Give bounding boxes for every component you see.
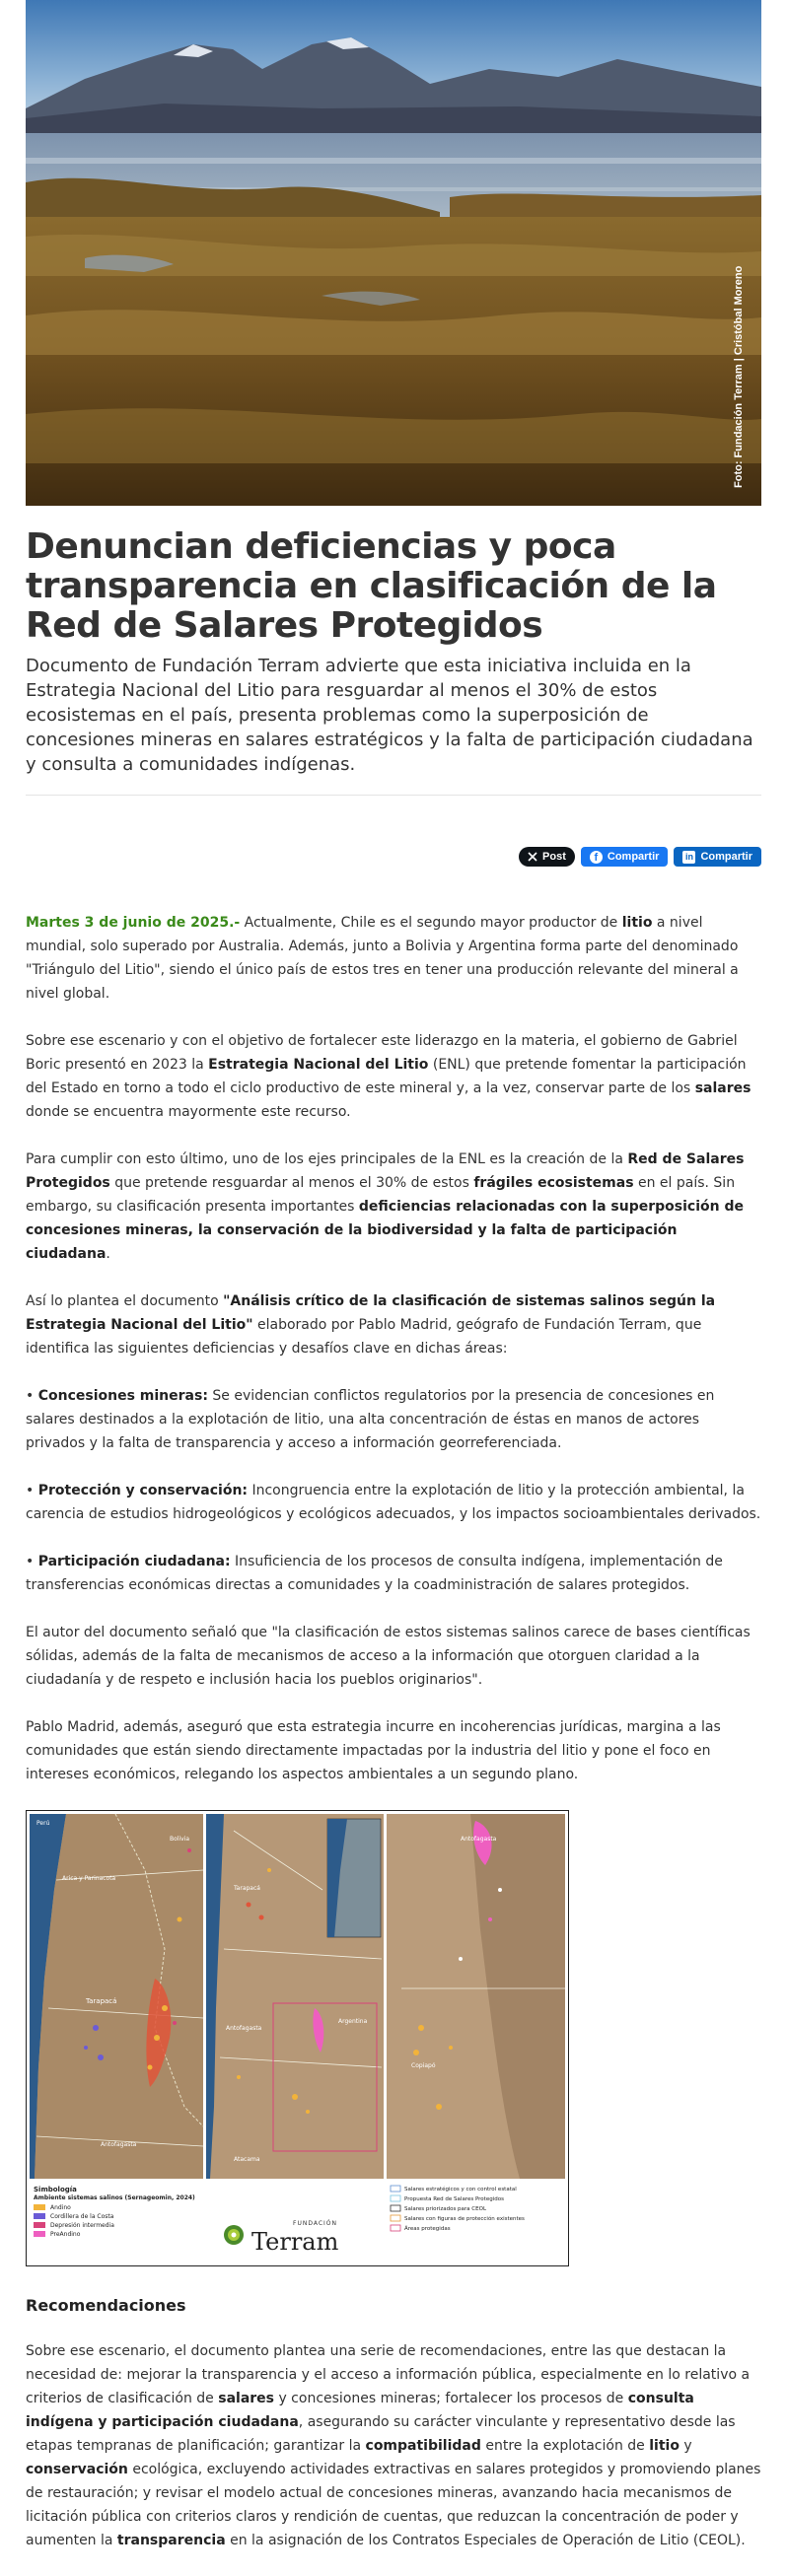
map-label-copiapo: Copiapó	[411, 2062, 436, 2069]
paragraph-2: Sobre ese escenario y con el objetivo de fortalecer este liderazgo en la materia, el gobierno de Gabriel Boric presentó en 2023 la Estrategia Nacional del Litio (ENL) que pretende fomentar la participación del Estado en torno a todo el ciclo productivo de este mineral y, a la vez, conservar parte de los salares donde se encuentra mayormente este recurso.	[26, 1033, 751, 1120]
legend-subtitle: Ambiente sistemas salinos (Sernageomin, 2024)	[34, 2194, 195, 2201]
legend-item-intermedia: Depresión intermedia	[50, 2222, 114, 2229]
legend-item-andino: Andino	[50, 2204, 71, 2211]
legend-swatch-andino	[34, 2204, 45, 2210]
legend-swatch-costa	[34, 2213, 45, 2219]
paragraph-3: Para cumplir con esto último, uno de los ejes principales de la ENL es la creación de la Red de Salares Protegidos que pretende resguardar al menos el 30% de estos frágiles ecosistemas en el país. Sin embargo, su clasificación presenta importantes deficiencias relacionadas con la superposición de concesiones mineras, la conservación de la biodiversidad y la falta de participación ciudadana.	[26, 1151, 745, 1262]
legend-swatch-intermedia	[34, 2222, 45, 2228]
recommendations-heading: Recomendaciones	[26, 2296, 186, 2315]
article-date: Martes 3 de junio de 2025.-	[26, 915, 241, 931]
legend-title: Simbología	[34, 2186, 77, 2193]
x-logo-icon	[528, 852, 537, 862]
map-panel-north	[30, 1814, 203, 2179]
photo-credit-text: Foto: Fundación Terram | Cristóbal Moreno	[733, 265, 745, 488]
salares-map-figure	[26, 1810, 569, 2266]
legend-item-preandino: PreAndino	[50, 2231, 81, 2238]
map-label-antofagasta: Antofagasta	[101, 2141, 137, 2148]
map-panel-center	[206, 1814, 384, 2179]
map-label-antofagasta-2: Antofagasta	[226, 2025, 262, 2032]
logo-terram-text: Terram	[251, 2228, 339, 2256]
legend-right-item-3: Salares priorizados para CEOL	[404, 2206, 487, 2212]
map-legend-left	[30, 2182, 203, 2239]
salares-map	[27, 1811, 568, 2265]
map-panel-south	[387, 1814, 565, 2179]
salar-landscape-image	[26, 0, 761, 506]
facebook-icon: f	[590, 851, 603, 864]
map-label-antofagasta-3: Antofagasta	[461, 1836, 497, 1843]
map-legend-right	[387, 2182, 565, 2263]
article-title: Denuncian deficiencias y poca transparencia en clasificación de la Red de Salares Protegidos	[26, 526, 717, 646]
legend-item-costa: Cordillera de la Costa	[50, 2213, 114, 2220]
bullet-concesiones: • Concesiones mineras: Se evidencian conflictos regulatorios por la presencia de concesiones en salares destinados a la explotación de litio, una alta concentración de éstas en manos de actores privados y la falta de transparencia y acceso a información georreferenciada.	[26, 1388, 715, 1451]
map-label-arica: Arica y Parinacota	[62, 1875, 116, 1882]
legend-right-item-4: Salares con figuras de protección existentes	[404, 2216, 525, 2222]
share-linkedin-label: Compartir	[700, 851, 752, 863]
share-bar	[26, 847, 761, 867]
legend-swatch-preandino	[34, 2231, 45, 2237]
map-label-atacama: Atacama	[234, 2156, 260, 2163]
map-label-tarapaca: Tarapacá	[86, 1997, 117, 2005]
paragraph-8: El autor del documento señaló que "la clasificación de estos sistemas salinos carece de bases científicas sólidas, además de la falta de mecanismos de acceso a la información que otorguen claridad a la ciudadanía y de respeto e inclusión hacia los pueblos originarios".	[26, 1625, 751, 1688]
share-linkedin-button[interactable]	[674, 847, 761, 867]
paragraph-1: Martes 3 de junio de 2025.- Actualmente, Chile es el segundo mayor productor de litio a nivel mundial, solo superado por Australia. Además, junto a Bolivia y Argentina forma parte del denominado "Triángulo del Litio", siendo el único país de estos tres en tener una producción relevante del mineral a nivel global.	[26, 915, 739, 1002]
map-label-peru: Perú	[36, 1820, 50, 1827]
terram-logo	[206, 2182, 384, 2263]
legend-right-item-1: Salares estratégicos y con control estatal	[404, 2187, 517, 2193]
article-summary: Documento de Fundación Terram advierte que esta iniciativa incluida en la Estrategia Nacional del Litio para resguardar al menos el 30% de estos ecosistemas en el país, presenta problemas como la superposición de concesiones mineras en salares estratégicos y la falta de participación ciudadana y consulta a comunidades indígenas.	[26, 656, 753, 775]
logo-small-text: FUNDACIÓN	[293, 2220, 338, 2227]
photo-credit	[732, 242, 748, 488]
share-facebook-label: Compartir	[607, 851, 660, 863]
linkedin-icon: in	[682, 851, 695, 864]
bullet-participacion: • Participación ciudadana: Insuficiencia de los procesos de consulta indígena, implementación de transferencias económicas directas a comunidades y la coadministración de salares protegidos.	[26, 1554, 723, 1593]
share-x-button[interactable]	[519, 847, 575, 867]
paragraph-4: Así lo plantea el documento "Análisis crítico de la clasificación de sistemas salinos según la Estrategia Nacional del Litio" elaborado por Pablo Madrid, geógrafo de Fundación Terram, que identifica las siguientes deficiencias y desafíos clave en dichas áreas:	[26, 1293, 716, 1357]
share-facebook-button[interactable]	[581, 847, 669, 867]
map-label-bolivia: Bolivia	[170, 1836, 190, 1843]
legend-right-item-5: Áreas protegidas	[404, 2226, 451, 2232]
divider	[26, 795, 761, 796]
hero-photo	[26, 0, 761, 506]
article-body	[26, 911, 761, 2552]
recommendations-paragraph: Sobre ese escenario, el documento plantea una serie de recomendaciones, entre las que destacan la necesidad de: mejorar la transparencia y el acceso a información pública, especialmente en lo relativo a criterios de clasificación de salares y concesiones mineras; fortalecer los procesos de consulta indígena y participación ciudadana, asegurando su carácter vinculante y representativo desde las etapas tempranas de planificación; garantizar la compatibilidad entre la explotación de litio y conservación ecológica, excluyendo actividades extractivas en salares protegidos y promoviendo planes de restauración; y revisar el modelo actual de concesiones mineras, avanzando hacia mecanismos de licitación pública con criterios claros y rendición de cuentas, que reduzcan la concentración de poder y aumenten la transparencia en la asignación de los Contratos Especiales de Operación de Litio (CEOL).	[26, 2343, 761, 2548]
map-label-argentina: Argentina	[338, 2018, 368, 2025]
map-label-tarapaca-2: Tarapacá	[234, 1885, 260, 1892]
legend-right-item-2: Propuesta Red de Salares Protegidos	[404, 2196, 504, 2202]
bullet-proteccion: • Protección y conservación: Incongruencia entre la explotación de litio y la protección ambiental, la carencia de estudios hidrogeológicos y ecológicos adecuados, y los impactos socioambientales derivados.	[26, 1483, 761, 1522]
paragraph-9: Pablo Madrid, además, aseguró que esta estrategia incurre en incoherencias jurídicas, margina a las comunidades que están siendo directamente impactadas por la industria del litio y pone el foco en intereses económicos, relegando los aspectos ambientales a un segundo plano.	[26, 1719, 721, 1782]
share-x-label: Post	[542, 851, 566, 863]
